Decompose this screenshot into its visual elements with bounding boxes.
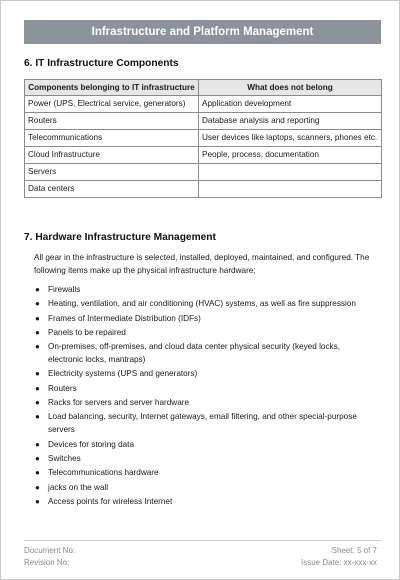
table-cell: Database analysis and reporting bbox=[199, 113, 382, 130]
list-item: ● Devices for storing data bbox=[35, 439, 135, 449]
table-cell: Telecommunications bbox=[25, 130, 199, 147]
bullet-icon: ● bbox=[35, 439, 40, 449]
document-number: Document No: bbox=[24, 546, 76, 555]
table-row bbox=[25, 113, 382, 130]
footer-right bbox=[301, 545, 377, 569]
bullet-icon: ● bbox=[35, 383, 40, 393]
table-header-cell: Components belonging to IT infrastructure bbox=[25, 80, 199, 96]
table-row bbox=[25, 147, 382, 164]
list-item: ● Racks for servers and server hardware bbox=[35, 398, 190, 408]
table-header-cell: What does not belong bbox=[199, 80, 382, 96]
bullet-icon: ● bbox=[35, 285, 40, 294]
bullet-icon: ● bbox=[35, 412, 40, 422]
table-row bbox=[25, 96, 382, 113]
document-title-bar bbox=[24, 20, 381, 44]
list-item: ● Load balancing, security, Internet gateways, email filtering, and other special-purpose servers bbox=[35, 412, 357, 435]
table-row bbox=[25, 181, 382, 198]
hardware-list bbox=[34, 283, 374, 509]
issue-date: Issue Date: xx-xxx-xx bbox=[300, 558, 377, 567]
section-7-intro: All gear in the infrastructure is selected, installed, deployed, maintained, and configured. The following items make up the physical infrastructure hardware: bbox=[34, 253, 370, 275]
list-item: ● Electricity systems (UPS and generators) bbox=[35, 369, 198, 379]
table-cell: Application development bbox=[199, 96, 382, 113]
list-item: ● Routers bbox=[35, 383, 77, 393]
bullet-icon: ● bbox=[35, 369, 40, 379]
table-cell: Routers bbox=[25, 113, 199, 130]
components-table bbox=[24, 79, 382, 198]
list-item: ● Telecommunications hardware bbox=[35, 468, 159, 478]
table-cell: Data centers bbox=[25, 181, 199, 198]
table-cell: Power (UPS, Electrical service, generators) bbox=[25, 96, 199, 113]
list-item: ● Heating, ventilation, and air conditioning (HVAC) systems, as well as fire suppression bbox=[35, 299, 356, 309]
table-cell bbox=[199, 181, 382, 198]
table-cell: User devices like laptops, scanners, phones etc. bbox=[199, 130, 382, 147]
table-cell: Cloud Infrastructure bbox=[25, 147, 199, 164]
sheet-number: Sheet: 5 of 7 bbox=[331, 546, 377, 555]
bullet-icon: ● bbox=[35, 468, 40, 478]
list-item: ● Panels to be repaired bbox=[35, 327, 126, 337]
list-item: ● jacks on the wall bbox=[35, 482, 109, 492]
bullet-icon: ● bbox=[35, 327, 40, 337]
footer-left bbox=[24, 545, 75, 569]
bullet-icon: ● bbox=[35, 496, 40, 506]
bullet-icon: ● bbox=[35, 482, 40, 492]
table-row bbox=[25, 130, 382, 147]
bullet-icon: ● bbox=[35, 299, 40, 309]
table-cell bbox=[199, 164, 382, 181]
section-6-title: 6. IT Infrastructure Components bbox=[24, 58, 179, 69]
revision-number: Revision No: bbox=[24, 558, 70, 567]
list-item: ● Switches bbox=[35, 453, 81, 463]
table-header-row bbox=[25, 80, 382, 96]
list-item: ● Access points for wireless Internet bbox=[35, 496, 173, 506]
document-title: Infrastructure and Platform Management bbox=[91, 26, 314, 38]
list-item: ● Frames of Intermediate Distribution (IDFs) bbox=[35, 313, 201, 323]
footer-divider bbox=[24, 540, 381, 541]
table-row bbox=[25, 164, 382, 181]
bullet-icon: ● bbox=[35, 398, 40, 408]
bullet-icon: ● bbox=[35, 453, 40, 463]
bullet-icon: ● bbox=[35, 313, 40, 323]
table-cell: Servers bbox=[25, 164, 199, 181]
list-item: ● Firewalls bbox=[35, 285, 81, 294]
table-cell: People, process, documentation bbox=[199, 147, 382, 164]
list-item: ● On-premises, off-premises, and cloud data center physical security (keyed locks, electronic locks, mantraps) bbox=[35, 342, 340, 365]
section-7-title: 7. Hardware Infrastructure Management bbox=[24, 232, 216, 243]
bullet-icon: ● bbox=[35, 342, 40, 352]
